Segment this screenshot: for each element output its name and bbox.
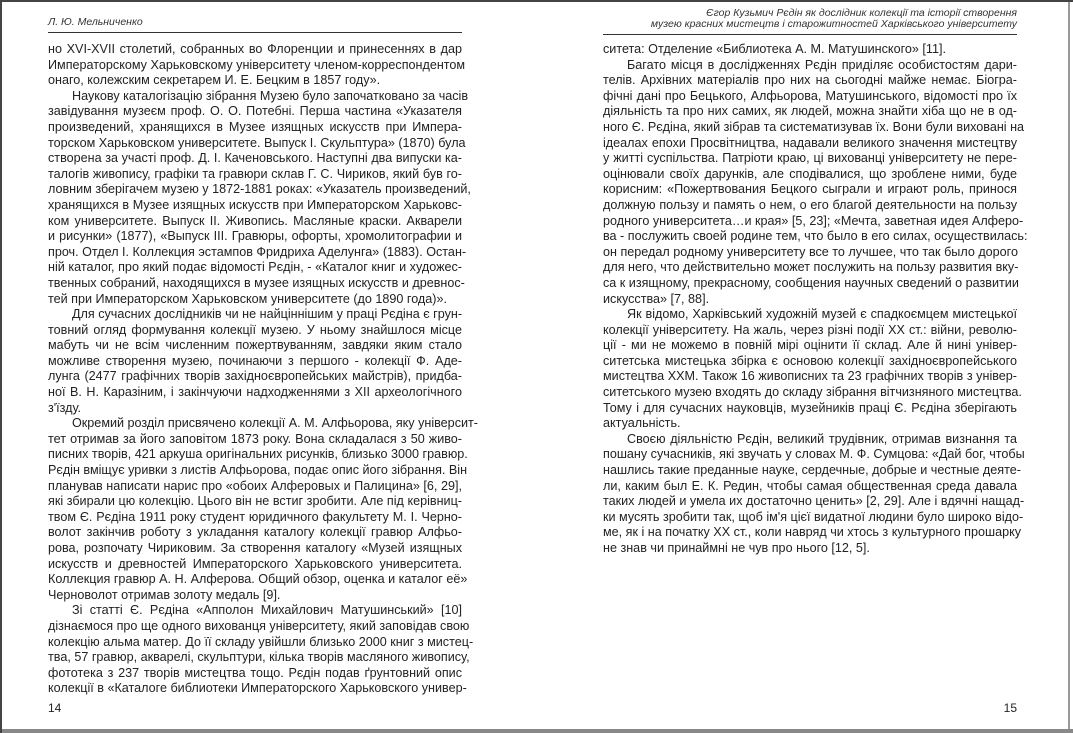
text-line: таких людей и умела их достаточно ценить» [2, 29]. Але і вдячні нащад- [603,494,1025,509]
text-line: ситетського музею входять до складу зібрання вітчизняного мистецтва. [603,385,1022,400]
header-rule-right [603,34,1017,35]
text-line: лунга (2477 графічних творів західноєвропейських майстрів), придба- [48,369,462,384]
text-line: искусства» [7, 88]. [603,291,710,306]
paragraph [48,88,471,307]
text-line: не знав чи принаймні не чув про нього [12, 5]. [603,541,870,555]
text-line: проч. Отдел І. Коллекция эстампов Фридриха Аделунга» (1883). Остан- [48,244,467,259]
text-line: ком университете. Выпуск II. Живопись. Масляные краски. Акварели [48,213,462,228]
right-page-body [603,42,1028,557]
paragraph [48,42,466,89]
text-line: Як відомо, Харківський художній музей є спадкоємцем мистецької [627,307,1017,322]
page-edge [1068,2,1070,733]
text-line: планував написати нарис про «обоих Алферовых и Палицина» [6, 29], [48,478,462,493]
running-head-line: музею красних мистецтв і старожитностей Харківського університету [650,18,1017,30]
text-line: телів. Архівних матеріалів про них на сьогодні майже немає. Біогра- [603,73,1017,88]
text-line: мабуть чи не всім численним пожертвуванням, завдяки яким стало [48,338,462,353]
paragraph [48,307,462,416]
text-line: Наукову каталогізацію зібрання Музею було започатковано за часів [72,88,469,103]
text-line: рова, розпочату Чириковим. За створення каталогу «Музей изящных [48,541,462,555]
text-line: искусств и древностей Императорского Харьковского университета. [48,556,462,571]
header-rule-left [48,32,462,33]
paragraph [603,431,1025,557]
running-head-left: Л. Ю. Мельниченко [48,16,143,28]
page-number-right: 15 [1003,701,1017,715]
paragraph [603,42,1017,58]
text-line: для него, что действительно может послужить на пользу развития вку- [603,260,1019,275]
paragraph [48,603,474,697]
text-line: торском Харьковском университете. Выпуск І. Скульптура» (1870) була [48,135,466,150]
text-line: Черноволот отримав золоту медаль [9]. [48,587,281,602]
text-line: створена за участі проф. Д. І. Каченовського. Наступні два випуски ка- [48,151,462,166]
text-line: актуальність. [603,416,681,431]
text-line: Для сучасних дослідників чи не найціннішим у праці Рєдіна є грун- [72,307,463,322]
page-number-left: 14 [48,701,62,715]
text-line: які збирали цю колекцію. Цього він не встиг зробити. Але під керівниц- [48,494,462,509]
text-line: товний огляд формування колекції музею. У ньому знайшлося місце [48,322,462,337]
running-head-line: Єгор Кузьмич Рєдін як дослідник колекції та історії створення [706,7,1017,19]
paragraph [603,307,1022,432]
text-line: Императорскому Харьковскому університету членом-корреспондентом [48,57,466,72]
text-line: ме, як і на початку ХХ ст., коли навряд чи хтось з культурного прошарку [603,525,1022,540]
text-line: произведений, хранящихся в Музее изящных искусств при Импера- [48,119,462,134]
text-line: талогів живопису, графіки та гравюри склав Г. С. Чириков, який був го- [48,166,462,181]
text-line: фототека з 237 творів мистецтва тощо. Рєдін подав ґрунтовний опис [48,665,462,680]
text-line: Багато місця в дослідженнях Рєдін приділяє особистостям дари- [627,57,1017,72]
text-line: онаго, колежским секретарем И. Е. Бецким в 1857 году». [48,73,381,88]
text-line: можливе створення музею, починаючи з першого - колекції Ф. Аде- [48,353,462,368]
text-line: корисним: «Пожертвования Бецкого сыграли и играют роль, принося [603,182,1017,197]
paragraph [48,416,478,603]
text-line: твенных собраний, находящихся в музее изящных искусств и древнос- [48,275,465,290]
running-head-right [603,8,1017,30]
text-line: з'їзду. [48,400,82,415]
text-line: но XVI-XVII столетий, собранных во Флоренции и принесеннях в дар [48,42,462,56]
text-line: волот закінчив роботу з укладання каталогу колекції гравюр Алфьо- [48,525,462,540]
text-line: пошану сучасників, які звучать у словах М. Ф. Сумцова: «Дай бог, чтобы [603,447,1025,462]
text-line: ній каталог, про який подає відомості Рєдін, - «Каталог книг и художес- [48,260,462,275]
text-line: ситета: Отделение «Библиотека А. М. Матушинского» [11]. [603,42,946,56]
text-line: тва, 57 гравюр, акварелі, скульптури, кілька творів масляного живопису, [48,650,470,665]
text-line: хранящихся в Музее изящных искусств при Императорском Харьковс- [48,197,462,212]
text-line: мистецтва ХХМ. Також 16 живописних та 23 графічних творів з універ- [603,369,1017,384]
text-line: колекції університету. На жаль, через різні події ХХ ст.: війни, револю- [603,322,1017,337]
text-line: дізнаємося про ще одного вихованця університету, який заповідав свою [48,618,470,633]
text-line: колекцію альма матер. До її складу увійшли близько 2000 книг з мистец- [48,634,474,649]
text-line: діяльність та про них самих, як людей, можна знайти хіба що не в од- [603,104,1017,119]
text-line: Рєдін вміщує уривки з листів Алфьорова, подає опис його зібрання. Він [48,463,468,478]
text-line: родного университета…и края» [5, 23]; «Мечта, заветная идея Алферо- [603,213,1024,228]
text-line: ного Є. Рєдіна, який зібрав та систематизував їх. Вони були виховані на [603,119,1025,134]
text-line: фічні дані про Бецького, Алфьорова, Матушинського, відомості про їх [603,88,1017,103]
text-line: Своєю діяльністю Рєдін, великий трудівник, отримав визнання та [627,431,1017,446]
text-line: са к изящному, прекрасному, сообщения научных сведений о развитии [603,275,1019,290]
text-line: Окремий розділ присвячено колекції А. М. Алфьорова, яку університ- [72,416,478,431]
text-line: нашлись такие преданные науке, сердечные, добрые и честные деяте- [603,463,1021,478]
text-line: у житті суспільства. Патріоти краю, ці вихованці університету не пере- [603,151,1017,166]
text-line: Тому і для сучасних науковців, музейників праці Є. Рєдіна зберігають [603,400,1017,415]
text-line: он передал родному университету все то лучшее, что так было дорого [603,244,1019,259]
text-line: ної В. Н. Каразіним, і закінчуючи надходженнями з XII археологічного [48,385,462,400]
text-line: оцінювали своїх дарунків, але сподівалися, що зроблене ними, буде [603,166,1017,181]
text-line: писних творів, 421 аркуша оригінальних рисунків, близько 3000 гравюр. [48,447,468,462]
text-line: ва - послужить своей родине тем, что было в его силах, осуществилась: [603,229,1028,244]
text-line: ловним зберігачем музею у 1872-1881 роках: «Указатель произведений, [48,182,471,197]
text-line: ли, каким был Е. К. Редин, чтобы самая общественная среда давала [603,478,1017,493]
text-line: ції - ми не можемо в повній мірі оцінити її склад. Але й нині універ- [603,338,1017,353]
left-page-body [48,42,478,697]
text-line: твом Є. Рєдіна 1911 року студент юридичного факультету М. І. Черно- [48,509,462,524]
text-line: Коллекция гравюр А. Н. Алферова. Общий обзор, оценка и каталог её» [48,572,468,587]
text-line: ки мусять зробити так, щоб ім'я цієї видатної людини було широко відо- [603,509,1024,524]
text-line: ситетська мистецька збірка є основою колекції західноєвропейського [603,353,1017,368]
text-line: Зі статті Є. Рєдіна «Апполон Михайлович Матушинський» [10] [72,603,462,618]
text-line: ідеалах епохи Просвітництва, надавали великого значення мистецтву [603,135,1017,150]
text-line: колекції в «Каталоге библиотеки Императорского Харьковского универ- [48,681,467,696]
text-line: тет отримав за його заповітом 1873 року. Вона складалася з 50 живо- [48,431,462,446]
text-line: должную пользу и память о нем, о его благой деятельности на пользу [603,197,1017,212]
text-line: тей при Императорском Харьковском университете (до 1890 года)». [48,291,447,306]
text-line: и рисунки» (1877), «Выпуск III. Гравюры, офорты, хромолитографии и [48,229,462,244]
paragraph [603,57,1028,308]
text-line: завідування музеєм проф. О. О. Потебні. Перша частина «Указателя [48,104,462,119]
